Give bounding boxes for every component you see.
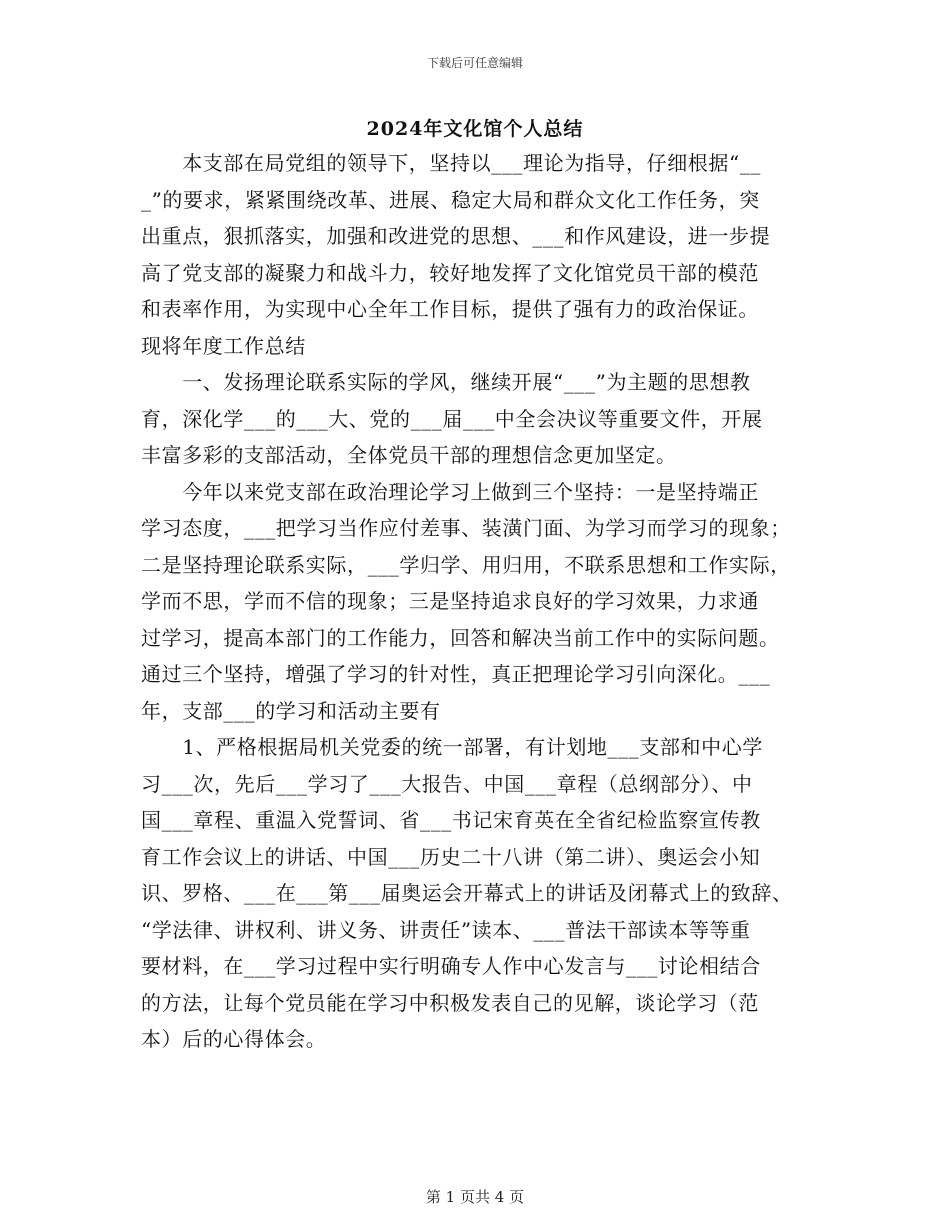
body-line: _”的要求，紧紧围绕改革、进展、稳定大局和群众文化工作任务，突 <box>141 187 760 212</box>
body-line: 高了党支部的凝聚力和战斗力，较好地发挥了文化馆党员干部的模范 <box>141 260 759 285</box>
body-line: 出重点，狠抓落实，加强和改进党的思想、___和作风建设，进一步提 <box>141 224 771 248</box>
body-line: 习___次，先后___学习了___大报告、中国___章程（总纲部分）、中 <box>141 771 753 796</box>
body-line: 和表率作用，为实现中心全年工作目标，提供了强有力的政治保证。 <box>141 297 759 321</box>
body-line: 识、罗格、___在___第___届奥运会开幕式上的讲话及闭幕式上的致辞、 <box>141 881 793 905</box>
body-line: 学而不思，学而不信的现象；三是坚持追求良好的学习效果，力求通 <box>141 589 759 613</box>
body-line: 1、严格根据局机关党委的统一部署，有计划地___支部和中心学 <box>141 735 763 759</box>
document-body <box>141 145 813 1058</box>
body-line: 过学习，提高本部门的工作能力，回答和解决当前工作中的实际问题。 <box>141 625 780 650</box>
body-line: 现将年度工作总结 <box>141 333 306 358</box>
page-footer: 第 1 页共 4 页 <box>425 1188 525 1206</box>
body-line: 本）后的心得体会。 <box>141 1027 327 1051</box>
body-line: 今年以来党支部在政治理论学习上做到三个坚持：一是坚持端正 <box>141 479 759 504</box>
body-line: 二是坚持理论联系实际，___学归学、用归用，不联系思想和工作实际， <box>141 552 791 577</box>
body-line: 一、发扬理论联系实际的学风，继续开展“___”为主题的思想教 <box>141 370 751 394</box>
body-line: 年，支部___的学习和活动主要有 <box>141 698 441 723</box>
page-title: 2024年文化馆个人总结 <box>366 118 584 140</box>
page-header: 下载后可任意编辑 <box>426 56 523 70</box>
body-line: 育，深化学___的___大、党的___届___中全会决议等重要文件，开展 <box>141 406 763 431</box>
body-line: 要材料，在___学习过程中实行明确专人作中心发言与___讨论相结合 <box>141 954 761 978</box>
body-line: 通过三个坚持，增强了学习的针对性，真正把理论学习引向深化。___ <box>141 662 771 686</box>
body-line: 的方法，让每个党员能在学习中积极发表自己的见解，谈论学习（范 <box>141 990 759 1015</box>
body-line: 学习态度，___把学习当作应付差事、装潢门面、为学习而学习的现象； <box>141 516 791 540</box>
body-line: 国___章程、重温入党誓词、省___书记宋育英在全省纪检监察宣传教 <box>141 808 761 832</box>
body-line: “学法律、讲权利、讲义务、讲责任”读本、___普法干部读本等等重 <box>141 917 751 942</box>
body-line: 育工作会议上的讲话、中国___历史二十八讲（第二讲）、奥运会小知 <box>141 844 761 869</box>
body-line: 本支部在局党组的领导下，坚持以___理论为指导，仔细根据“__ <box>141 151 762 175</box>
body-line: 丰富多彩的支部活动，全体党员干部的理想信念更加坚定。 <box>141 443 677 467</box>
